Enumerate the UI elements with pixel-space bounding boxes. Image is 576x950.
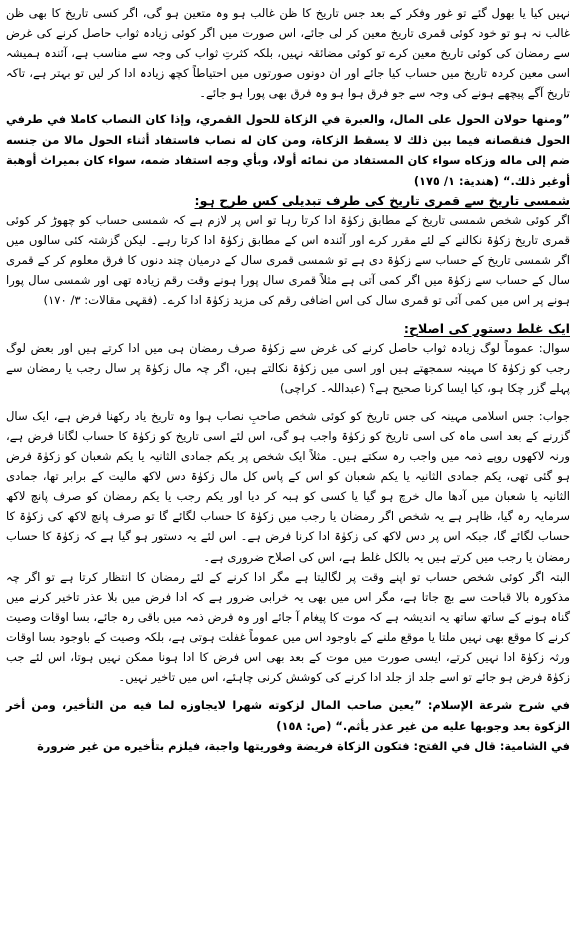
heading-solar-to-lunar: شمسی تاریخ سے قمری تاریخ کی طرف تبدیلی کس طرح ہو: [194,193,570,209]
paragraph-answer: جواب: جس اسلامی مہینہ کی جس تاریخ کو کوئی شخص صاحبِ نصاب ہوا وہ تاریخ یاد رکھنا فرض ہے، ایک سال گزرنے کے بعد اسی ماہ کی اسی تاریخ کو زکوٰۃ واجب ہو گی، اس لئے اسی تاریخ کو زکوٰۃ کا حساب لگانا فرض ہے، ورنہ لاکھوں روپے ذمہ میں واجب رہ سکتے ہیں۔ مثلاً ایک شخص پر یکم جمادی الثانیہ یا یکم شعبان کو زکوٰۃ فرض ہو گئی تھی، یکم جمادی الثانیہ یا یکم شعبان کو اس کے پاس کل مال زکوٰۃ دس لاکھ مالیت کے برابر تھا، جمادی الثانیہ یا شعبان میں آدھا مال خرچ ہو گیا یا کسی کو ہبہ کر دیا اور یکم رجب یا یکم رمضان کو صرف پانچ لاکھ سرمایہ رہ گیا، ظاہر ہے یہ شخص اگر رمضان یا رجب میں زکوٰۃ کا حساب لگائے گا تو صرف پانچ لاکھ کی زکوٰۃ کا حساب لگائے گا، جبکہ اس پر دس لاکھ کی زکوٰۃ ادا کرنا فرض ہے۔ اس لئے یہ دستور ہو گیا ہے کہ زکوٰۃ کا حساب رمضان یا رجب میں کرتے ہیں یہ بالکل غلط ہے، اس کی اصلاح ضروری ہے۔ [6,408,570,564]
quote-shamiya: في الشامية: قال في الفتح: فتكون الزكاة فريضة وفوريتها واجبة، فيلزم بتأخيره من غير ضرورة [37,738,570,753]
spacer [6,687,570,693]
paragraph-question: سوال: عموماً لوگ زیادہ ثواب حاصل کرنے کی غرض سے زکوٰۃ صرف رمضان ہی میں ادا کرتے ہیں اور بعض لوگ رجب کو زکوٰۃ کا مہینہ سمجھتے ہیں اور اسی میں زکوٰۃ نکالتے ہیں، اگر چہ مال زکوٰۃ پر سال رجب یا رمضان سے پہلے گزر چکا ہو، کیا ایسا کرنا صحیح ہے؟ (عبداللہ۔ کراچی) [6,340,570,395]
spacer [6,398,570,406]
quote-hindiyya: ”ومنها حولان الحول على المال، والعبرة في الزكاة للحول القمري، وإذا كان النصاب كاملا في طرفي الحول فنقصانه فيما بين ذلك لا يسقط الزكاة، ومن كان له نصاب فاستفاد أثناء الحول مالا من جنسه ضم إلى ماله وزكاه سواء كان المستفاد من نمائه أولا، وبأي وجه استفاد ضمه، سواء كان بميراث أوهبة أوغير ذلك.“ (هندية: ١/ ١٧٥) [6,112,570,188]
quote-sharh-shirat: في شرح شرعة الإسلام: ”يعين صاحب المال لزكوته شهرا لايجاوزه لما فيه من التأخير، ومن أخر الزكوة بعد وجوبها عليه من غير عذر يأثم.“ (ص: ١٥٨) [6,698,570,733]
paragraph-solar-to-lunar: اگر کوئی شخص شمسی تاریخ کے مطابق زکوٰۃ ادا کرتا رہا تو اس پر لازم ہے کہ شمسی حساب کو چھوڑ کر کوئی قمری تاریخ زکوٰۃ نکالنے کے لئے مقرر کرے اور آئندہ اس کے مطابق زکوٰۃ ادا کرتا رہے۔ لیکن گزشتہ کئی سالوں میں اگر شمسی تاریخ کے حساب سے زکوٰۃ دی ہے تو شمسی قمری سال کے درمیان چند دنوں کا فرق معلوم کر کے قمری سال کے حساب سے زکوٰۃ میں اگر کمی آتی ہے مثلاً قمری سال پورا ہونے وقت رقم زیادہ تھی اور شمسی سال پورا ہونے پر اس میں کمی آئی تو قمری سال کی اس اضافی رقم کی مزید زکوٰۃ ادا کرے۔ (فقہی مقالات: ۳/ ۱۷۰) [6,213,570,308]
spacer [6,311,570,319]
paragraph-delay-warning: البتہ اگر کوئی شخص حساب تو اپنے وقت پر لگالیتا ہے مگر ادا کرنے کے لئے رمضان کا انتظار کرتا ہے تو اگر چہ مذکورہ بالا قباحت سے بچ جاتا ہے، مگر اس میں بھی یہ خرابی ضرور ہے کہ ادا فرض میں بلا عذر تاخیر کرنے میں گناہ ہونے کے ساتھ ساتھ یہ اندیشہ ہے کہ موت کا پیغام آ جائے اور وہ فرض ذمہ میں باقی رہ جائے، بسا اوقات وصیت کرنے کا موقع بھی نہیں ملتا یا موقع ملنے کے باوجود اس میں عموماً غفلت ہوتی ہے، بلکہ وصیت کے باوجود بسا اوقات ورثہ زکوٰۃ ادا نہیں کرتے، ایسی صورت میں موت کے بعد بھی اس فرض کا ادا ہونا ممکن نہیں ہوتا، اس لئے جب زکوٰۃ فرض ہو جائے تو اسے جلد از جلد ادا کرنے کی کوشش کرنی چاہئے، اس میں تاخیر نہیں۔ [6,569,570,685]
heading-wrong-custom: ایک غلط دستور کی اصلاح: [403,320,570,336]
paragraph-zakat-date: نہیں کیا یا بھول گئے تو غور وفکر کے بعد جس تاریخ کا ظن غالب ہو وہ متعین ہو گی، اگر کسی تاریخ کا بھی ظن غالب نہ ہو تو خود کوئی قمری تاریخ معین کر لی جائے، اس صورت میں اگر کوئی زیادہ ثواب حاصل کرنے کی غرض سے رمضان کی کوئی تاریخ معین کرے تو کوئی مضائقہ نہیں، بلکہ کثرتِ ثواب کی وجہ سے مناسب ہے، آئندہ ہمیشہ اسی معین کردہ تاریخ میں حساب کیا جائے اور ان دونوں صورتوں میں احتیاطاً کچھ زیادہ ادا کر لیں تو بہتر ہے، تاکہ تاریخ آگے پیچھے ہونے کی وجہ سے جو فرق ہوا ہو وہ فرق بھی پورا ہو جائے۔ [6,6,570,101]
